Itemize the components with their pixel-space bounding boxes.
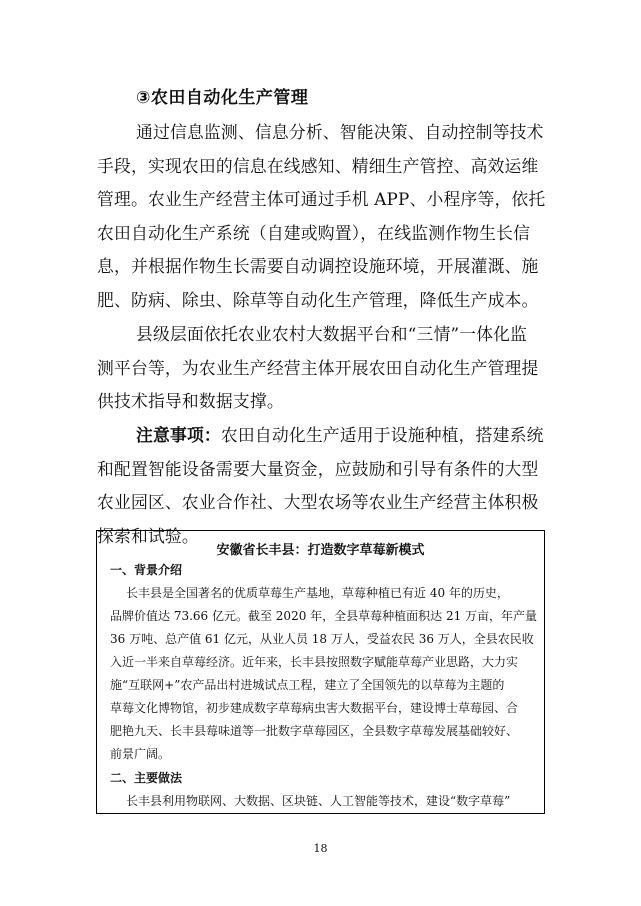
case-text-line: 品牌价值达 73.66 亿元。截至 2020 年，全县草莓种植面积达 21 万亩，年产量 xyxy=(110,609,538,623)
case-text-line: 长丰县是全国著名的优质草莓生产基地，草莓种植已有近 40 年的历史， xyxy=(126,586,509,600)
paragraph-line: 探索和试验。 xyxy=(97,526,199,546)
paragraph-line: 测平台等，为农业生产经营主体开展农田自动化生产管理提 xyxy=(97,358,539,378)
note-text: 农田自动化生产适用于设施种植，搭建系统 xyxy=(220,425,544,445)
case-text-line: 36 万吨、总产值 61 亿元，从业人员 18 万人，受益农民 36 万人，全县农民收 xyxy=(110,632,534,646)
case-text-line: 入近一半来自草莓经济。近年来，长丰县按照数字赋能草莓产业思路，大力实 xyxy=(110,655,519,669)
case-heading-background: 一、背景介绍 xyxy=(110,563,183,577)
paragraph-line: 手段，实现农田的信息在线感知、精细生产管控、高效运维 xyxy=(97,156,539,176)
paragraph-line: 管理。农业生产经营主体可通过手机 APP、小程序等，依托 xyxy=(97,189,546,209)
case-text-line: 前景广阔。 xyxy=(110,747,171,761)
case-text-line: 肥艳九天、长丰县莓味道等一批数字草莓园区，全县数字草莓发展基础较好、 xyxy=(110,724,519,738)
paragraph-line: 和配置智能设备需要大量资金，应鼓励和引导有条件的大型 xyxy=(97,459,539,479)
case-study-box xyxy=(96,530,545,814)
case-text-line: 施“互联网+”农产品出村进城试点工程，建立了全国领先的以草莓为主题的 xyxy=(110,678,505,692)
case-text-line: 长丰县利用物联网、大数据、区块链、人工智能等技术，建设“数字草莓” xyxy=(126,794,511,808)
paragraph-line: 息，并根据作物生长需要自动调控设施环境，开展灌溉、施 xyxy=(97,256,539,276)
paragraph-line: 肥、防病、除虫、除草等自动化生产管理，降低生产成本。 xyxy=(97,290,539,310)
case-heading-practice: 二、主要做法 xyxy=(110,771,183,785)
note-label: 注意事项： xyxy=(136,425,221,445)
note-line xyxy=(136,422,544,446)
case-text-line: 草莓文化博物馆，初步建成数字草莓病虫害大数据平台，建设博士草莓园、合 xyxy=(110,701,519,715)
section-heading: ③农田自动化生产管理 xyxy=(136,88,309,108)
paragraph-line: 通过信息监测、信息分析、智能决策、自动控制等技术 xyxy=(136,122,544,142)
paragraph-line: 农田自动化生产系统（自建或购置），在线监测作物生长信 xyxy=(97,223,531,243)
case-study-title: 安徽省长丰县：打造数字草莓新模式 xyxy=(216,543,425,558)
paragraph-line: 农业园区、农业合作社、大型农场等农业生产经营主体积极 xyxy=(97,492,539,512)
paragraph-line: 县级层面依托农业农村大数据平台和“三情”一体化监 xyxy=(136,324,528,344)
page-number: 18 xyxy=(313,842,328,855)
paragraph-line: 供技术指导和数据支撑。 xyxy=(97,391,284,411)
